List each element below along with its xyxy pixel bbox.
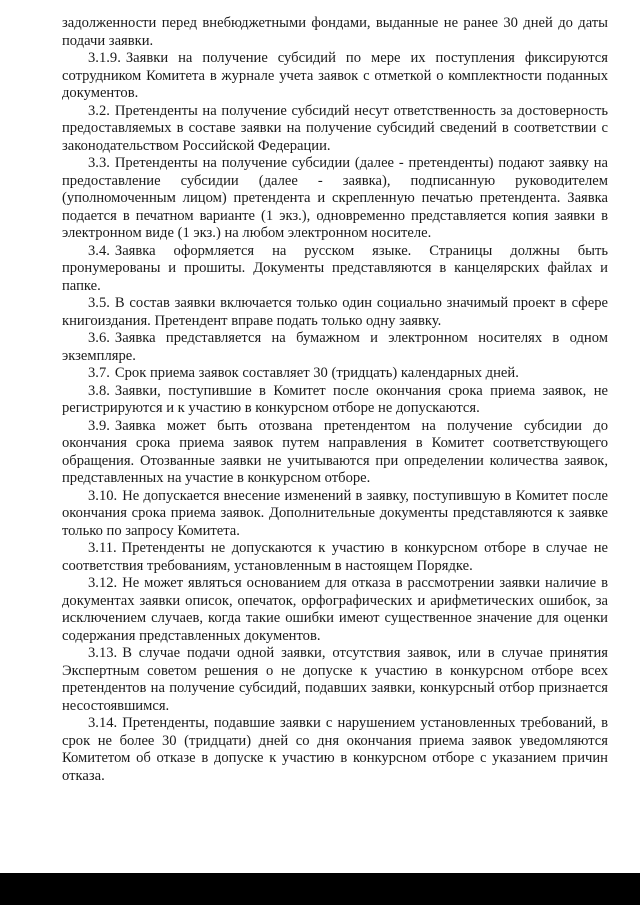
paragraph-3-9 [62, 418, 608, 488]
paragraph-3-11 [62, 540, 608, 575]
paragraph-text: задолженности перед внебюджетными фондами, выданные не ранее 30 дней до даты подачи заявки. [62, 15, 608, 49]
paragraph-continuation [62, 15, 608, 50]
paragraph-number: 3.13. [88, 645, 118, 661]
paragraph-text: Заявка оформляется на русском языке. Страницы должны быть пронумерованы и прошиты. Документы представляются в канцелярских файлах и папке. [62, 242, 608, 294]
paragraph-number: 3.14. [88, 715, 118, 731]
paragraph-3-14 [62, 715, 608, 785]
paragraph-text: Заявки на получение субсидий по мере их поступления фиксируются сотрудником Комитета в журнале учета заявок с отметкой о комплектности поданных документов. [62, 50, 608, 101]
paragraph-number: 3.3. [88, 155, 110, 171]
document-page [62, 15, 608, 785]
paragraph-3-1-9 [62, 50, 608, 103]
paragraph-text: Заявка может быть отозвана претендентом на получение субсидии до окончания срока приема заявок путем направления в Комитет соответствующего обращения. Отозванные заявки не учитываются при определении количества заявок, представленных на участие в конкурсном отборе. [62, 417, 608, 486]
paragraph-text: Претенденты на получение субсидий несут ответственность за достоверность предоставляемых в составе заявки на получение субсидий сведений в соответствии с законодательством Российской Федерации. [62, 102, 608, 154]
paragraph-text: В случае подачи одной заявки, отсутствия заявок, или в случае принятия Экспертным советом решения о не допуске к участию в конкурсном отборе всех претендентов на получение субсидий, подавших заявки, конкурсный отбор признается несостоявшимся. [62, 645, 608, 714]
paragraph-3-8 [62, 383, 608, 418]
paragraph-3-3 [62, 155, 608, 243]
paragraph-number: 3.2. [88, 102, 110, 119]
paragraph-3-5 [62, 295, 608, 330]
paragraph-number: 3.6. [88, 330, 110, 346]
paragraph-3-6 [62, 330, 608, 365]
paragraph-number: 3.7. [88, 365, 110, 381]
paragraph-number: 3.9. [88, 417, 110, 434]
paragraph-number: 3.4. [88, 242, 110, 259]
paragraph-text: Претенденты, подавшие заявки с нарушением установленных требований, в срок не более 30 (тридцати) дней со дня окончания приема заявок уведомляются Комитетом об отказе в допуске к участию в конкурсном отборе с указанием причин отказа. [62, 715, 608, 784]
paragraph-text: Не допускается внесение изменений в заявку, поступившую в Комитет после окончания срока приема заявок. Дополнительные документы представляются к заявке только по запросу Комитета. [62, 487, 608, 539]
paragraph-number: 3.11. [88, 540, 117, 556]
paragraph-text: Не может являться основанием для отказа в рассмотрении заявки наличие в документах заявки описок, опечаток, орфографических и арифметических ошибок, за исключением случаев, когда такие ошибки имеют существенное значение для оценки содержания представленных документов. [62, 575, 608, 644]
paragraph-number: 3.1.9. [88, 50, 121, 66]
paragraph-number: 3.12. [88, 575, 118, 591]
scan-bottom-border [0, 873, 640, 905]
paragraph-number: 3.5. [88, 295, 110, 311]
paragraph-number: 3.8. [88, 382, 110, 399]
paragraph-3-4 [62, 243, 608, 296]
paragraph-3-12 [62, 575, 608, 645]
paragraph-text: Претенденты на получение субсидии (далее - претенденты) подают заявку на предоставление субсидии (далее - заявка), подписанную руководителем (уполномоченным лицом) претендента и скрепленную печатью претендента. Заявка подается в печатном варианте (1 экз.), одновременно представляется копия заявки в электронном виде (1 экз.) на любом электронном носителе. [62, 155, 608, 241]
paragraph-3-2 [62, 103, 608, 156]
paragraph-3-7 [62, 365, 608, 383]
paragraph-3-10 [62, 488, 608, 541]
paragraph-text: Заявки, поступившие в Комитет после окончания срока приема заявок, не регистрируются и к участию в конкурсном отборе не допускаются. [62, 382, 608, 416]
paragraph-text: Претенденты не допускаются к участию в конкурсном отборе в случае не соответствия требованиям, установленным в настоящем Порядке. [62, 540, 608, 574]
paragraph-3-13 [62, 645, 608, 715]
paragraph-text: В состав заявки включается только один социально значимый проект в сфере книгоиздания. Претендент вправе подать только одну заявку. [62, 295, 608, 329]
paragraph-text: Срок приема заявок составляет 30 (тридцать) календарных дней. [114, 365, 519, 381]
paragraph-number: 3.10. [88, 487, 118, 504]
paragraph-text: Заявка представляется на бумажном и электронном носителях в одном экземпляре. [62, 330, 608, 364]
